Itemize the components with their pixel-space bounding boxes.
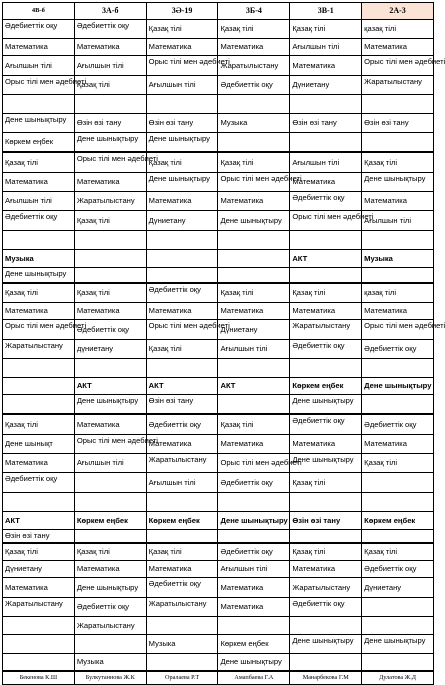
lesson-cell: Дүниетану [218,320,290,340]
lesson-cell: Математика [362,435,434,454]
lesson-cell [146,617,218,635]
class-header-cell: 3В-1 [290,3,362,20]
teacher-name: Манарбекова Г.М [290,671,362,685]
lesson-cell: Математика [218,39,290,56]
lesson-cell: Орыс тілі мен әдебиеті [218,173,290,192]
teacher-name: Амапбаева Г.А [218,671,290,685]
lesson-cell [218,133,290,153]
schedule-row [3,95,434,114]
lesson-cell: Дене шынықт [3,435,75,454]
schedule-row [3,512,434,530]
lesson-cell [3,654,75,672]
lesson-cell: Ағылшын тілі [290,152,362,173]
lesson-cell [290,268,362,284]
lesson-cell: Әдебиеттік оқу [146,414,218,435]
lesson-cell: Орыс тілі мен әдебиеті [218,454,290,473]
lesson-cell: Математика [74,303,146,320]
lesson-cell: Математика [3,39,75,56]
lesson-cell: Орыс тілі мен әдебиеті [362,56,434,76]
schedule-row [3,250,434,268]
lesson-cell [218,530,290,544]
lesson-cell: АКТ [3,512,75,530]
lesson-cell [146,268,218,284]
lesson-cell: Әдебиеттік оқу [74,20,146,39]
lesson-cell: Әдебиеттік оқу [74,320,146,340]
lesson-cell: Математика [74,561,146,578]
lesson-cell: Математика [290,303,362,320]
lesson-cell [362,95,434,114]
lesson-cell: Дене шынықтыру [362,378,434,395]
lesson-cell: Қазақ тілі [3,283,75,303]
lesson-cell [3,231,75,250]
lesson-cell [290,530,362,544]
schedule-row [3,530,434,544]
schedule-row [3,493,434,512]
lesson-cell: Жаратылыстану [290,578,362,598]
lesson-cell: Көркем еңбек [218,635,290,654]
lesson-cell: Музыка [146,635,218,654]
lesson-cell [218,395,290,415]
lesson-cell: Әдебиеттік оқу [74,598,146,617]
lesson-cell: Орыс тілі мен әдебиеті [3,320,75,340]
lesson-cell [3,493,75,512]
class-header-cell: 4В-б [3,3,75,20]
schedule-body [3,20,445,685]
lesson-cell [146,530,218,544]
lesson-cell: Қазақ тілі [3,543,75,561]
lesson-cell: Өзін өзі тану [3,530,75,544]
lesson-cell [74,473,146,493]
lesson-cell: Жаратылыстану [290,320,362,340]
lesson-cell [290,95,362,114]
lesson-cell [146,359,218,378]
schedule-row [3,561,434,578]
lesson-cell: Дене шынықтыру [290,395,362,415]
lesson-cell [3,359,75,378]
lesson-cell [74,250,146,268]
lesson-cell: Жаратылыстану [146,454,218,473]
lesson-cell: Орыс тілі мен әдебиеті [74,152,146,173]
lesson-cell: Математика [3,173,75,192]
lesson-cell: Әдебиеттік оқу [3,211,75,231]
lesson-cell: Математика [146,435,218,454]
lesson-cell: Орыс тілі мен әдебиеті [146,56,218,76]
lesson-cell: Ағылшын тілі [146,76,218,95]
lesson-cell: Математика [146,39,218,56]
lesson-cell: Дене шынықтыру [362,173,434,192]
lesson-cell: Жаратылыстану [74,617,146,635]
lesson-cell: Математика [3,454,75,473]
lesson-cell [362,530,434,544]
teacher-name: Дулатова Ж.Д [362,671,434,685]
lesson-cell [362,493,434,512]
lesson-cell: Әдебиеттік оқу [218,543,290,561]
lesson-cell: АКТ [146,378,218,395]
schedule-row [3,635,434,654]
schedule-row [3,56,434,76]
lesson-cell [218,268,290,284]
lesson-cell [74,635,146,654]
lesson-cell: Көркем еңбек [290,378,362,395]
lesson-cell [3,95,75,114]
lesson-cell: Музыка [3,250,75,268]
lesson-cell [3,617,75,635]
lesson-cell: Ағылшын тілі [146,473,218,493]
schedule-row [3,598,434,617]
schedule-row [3,39,434,56]
lesson-cell: Қазақ тілі [362,152,434,173]
lesson-cell [290,359,362,378]
lesson-cell [290,133,362,153]
lesson-cell: Әдебиеттік оқу [146,578,218,598]
lesson-cell: Математика [218,192,290,211]
lesson-cell [74,231,146,250]
lesson-cell [290,617,362,635]
class-header-cell: 3Ә-19 [146,3,218,20]
lesson-cell [146,250,218,268]
lesson-cell: Өзін өзі тану [146,114,218,133]
lesson-cell: Әдебиеттік оқу [362,561,434,578]
lesson-cell: дүниетану [74,340,146,359]
schedule-row [3,231,434,250]
lesson-cell [362,395,434,415]
lesson-cell: Жаратылыстану [146,598,218,617]
lesson-cell [218,231,290,250]
lesson-cell: Өзін өзі тану [146,395,218,415]
lesson-cell: Математика [362,192,434,211]
lesson-cell: Қазақ тілі [218,152,290,173]
lesson-cell [74,493,146,512]
schedule-row [3,654,434,672]
lesson-cell: Дене шынықтыру [218,512,290,530]
lesson-cell [218,493,290,512]
lesson-cell: Музыка [74,654,146,672]
lesson-cell: Әдебиеттік оқу [290,414,362,435]
lesson-cell: Математика [74,173,146,192]
lesson-cell: Ағылшын тілі [74,56,146,76]
lesson-cell: Қазақ тілі [218,283,290,303]
lesson-cell [362,268,434,284]
lesson-cell: Дене шынықтыру [290,454,362,473]
lesson-cell: Математика [362,39,434,56]
lesson-cell: Дене шынықтыру [74,395,146,415]
lesson-cell [362,359,434,378]
lesson-cell: Қазақ тілі [146,20,218,39]
lesson-cell: Дене шынықтыру [290,635,362,654]
lesson-cell: Дүниетану [146,211,218,231]
lesson-cell: Математика [290,173,362,192]
lesson-cell [146,231,218,250]
lesson-cell: Дене шынықтыру [218,211,290,231]
lesson-cell: Музыка [362,250,434,268]
schedule-row [3,20,434,39]
lesson-cell: Әдебиеттік оқу [290,598,362,617]
lesson-cell: Ағылшын тілі [3,56,75,76]
lesson-cell: Математика [146,192,218,211]
lesson-cell: Қазақ тілі [290,283,362,303]
lesson-cell: Көркем еңбек [74,512,146,530]
lesson-cell: Дене шынықтыру [3,268,75,284]
schedule-row [3,133,434,153]
schedule-row [3,414,434,435]
class-header-cell: 3Б-4 [218,3,290,20]
lesson-cell: Көркем еңбек [362,512,434,530]
schedule-row [3,359,434,378]
teacher-name: Оралаева Р.Т [146,671,218,685]
schedule-row [3,395,434,415]
lesson-cell: Музыка [218,114,290,133]
lesson-cell: Әдебиеттік оқу [362,340,434,359]
schedule-row [3,114,434,133]
lesson-cell: Қазақ тілі [218,414,290,435]
lesson-cell: Қазақ тілі [146,152,218,173]
lesson-cell: Ағылшын тілі [290,39,362,56]
lesson-cell: Орыс тілі мен әдебиеті [74,435,146,454]
lesson-cell [218,95,290,114]
lesson-cell: Ағылшын тілі [218,340,290,359]
class-header-cell: 3А-б [74,3,146,20]
lesson-cell: Ағылшын тілі [74,454,146,473]
schedule-row [3,578,434,598]
lesson-cell [218,359,290,378]
schedule-row [3,303,434,320]
lesson-cell: Математика [218,435,290,454]
lesson-cell [362,133,434,153]
lesson-cell: Әдебиеттік оқу [290,192,362,211]
schedule-row [3,617,434,635]
schedule-row [3,543,434,561]
lesson-cell: Математика [74,39,146,56]
schedule-row [3,173,434,192]
class-header-row [3,3,434,20]
schedule-row [3,152,434,173]
schedule-row [3,211,434,231]
lesson-cell: Қазақ тілі [290,20,362,39]
lesson-cell: Әдебиеттік оқу [3,20,75,39]
lesson-cell: Әдебиеттік оқу [362,414,434,435]
lesson-cell: Дүниетану [290,76,362,95]
lesson-cell: Дене шынықтыру [218,654,290,672]
lesson-cell [362,617,434,635]
lesson-cell: Қазақ тілі [74,283,146,303]
schedule-row [3,283,434,303]
lesson-cell: Математика [218,578,290,598]
lesson-cell: Дене шынықтыру [146,173,218,192]
lesson-cell: Орыс тілі мен әдебиеті [146,320,218,340]
lesson-cell: Дене шынықтыру [74,133,146,153]
schedule-row [3,454,434,473]
lesson-cell: Математика [290,435,362,454]
lesson-cell: қазақ тілі [362,20,434,39]
lesson-cell [362,231,434,250]
lesson-cell: Қазақ тілі [362,543,434,561]
lesson-cell [3,395,75,415]
lesson-cell [362,473,434,493]
lesson-cell: Әдебиеттік оқу [290,340,362,359]
teacher-name: Булкутаннова Ж.К [74,671,146,685]
lesson-cell [74,359,146,378]
lesson-cell: Қазақ тілі [362,454,434,473]
schedule-row [3,76,434,95]
lesson-cell: Дене шынықтыру [146,133,218,153]
lesson-cell: Жаратылыстану [362,76,434,95]
lesson-cell: Қазақ тілі [146,340,218,359]
lesson-cell: Ағылшын тілі [3,192,75,211]
lesson-cell: Қазақ тілі [146,543,218,561]
lesson-cell [74,530,146,544]
lesson-cell: Қазақ тілі [3,414,75,435]
schedule-row [3,473,434,493]
lesson-cell: Әдебиеттік оқу [3,473,75,493]
lesson-cell: Математика [3,303,75,320]
teacher-row [3,671,434,685]
lesson-cell: Әдебиеттік оқу [218,76,290,95]
lesson-cell [146,493,218,512]
lesson-cell: Әдебиеттік оқу [218,473,290,493]
teacher-name: Бекенова К.Ш [3,671,75,685]
lesson-cell: Қазақ тілі [74,76,146,95]
lesson-cell: Қазақ тілі [290,473,362,493]
schedule-row [3,378,434,395]
lesson-cell: Жаратылыстану [74,192,146,211]
lesson-cell: Математика [74,414,146,435]
lesson-cell [290,231,362,250]
schedule-row [3,340,434,359]
lesson-cell: Қазақ тілі [3,152,75,173]
lesson-cell: Ағылшын тілі [362,211,434,231]
lesson-cell [362,654,434,672]
schedule-row [3,435,434,454]
lesson-cell: АКТ [74,378,146,395]
lesson-cell: Математика [290,56,362,76]
lesson-cell: Жаратылыстану [3,598,75,617]
lesson-cell: Өзін өзі тану [74,114,146,133]
class-header-cell: 2А-3 [362,3,434,20]
lesson-cell: Дене шынықтыру [362,635,434,654]
lesson-cell [290,493,362,512]
lesson-cell: Математика [3,578,75,598]
lesson-cell [218,250,290,268]
lesson-cell: Орыс тілі мен әдебиеті [290,211,362,231]
lesson-cell: Қазақ тілі [290,543,362,561]
lesson-cell [362,598,434,617]
schedule-row [3,192,434,211]
lesson-cell: Өзін өзі тану [290,512,362,530]
lesson-cell: Жаратылыстану [3,340,75,359]
lesson-cell: Өзін өзі тану [290,114,362,133]
lesson-cell: Көркем еңбек [3,133,75,153]
lesson-cell: Дүниетану [362,578,434,598]
schedule-row [3,268,434,284]
lesson-cell [146,654,218,672]
lesson-cell [74,268,146,284]
schedule-row [3,320,434,340]
lesson-cell: Орыс тілі мен әдебиеті [362,320,434,340]
lesson-cell: Дене шынықтыру [3,114,75,133]
lesson-cell: Қазақ тілі [218,20,290,39]
lesson-cell: Көркем еңбек [146,512,218,530]
lesson-cell: АКТ [218,378,290,395]
lesson-cell [218,617,290,635]
lesson-cell: қазақ тілі [362,283,434,303]
lesson-cell [3,378,75,395]
lesson-cell [3,635,75,654]
lesson-cell: Өзін өзі тану [362,114,434,133]
lesson-cell: Қазақ тілі [74,543,146,561]
lesson-cell: Әдебиеттік оқу [146,283,218,303]
lesson-cell: Математика [218,303,290,320]
lesson-cell: Математика [218,598,290,617]
lesson-cell: Математика [290,561,362,578]
lesson-cell [146,95,218,114]
lesson-cell: Дене шынықтыру [74,578,146,598]
lesson-cell: Жаратылыстану [218,56,290,76]
lesson-cell [74,95,146,114]
lesson-cell: Қазақ тілі [74,211,146,231]
lesson-cell: Математика [146,561,218,578]
lesson-cell: Математика [362,303,434,320]
lesson-cell: Математика [146,303,218,320]
schedule-table [2,2,445,685]
lesson-cell: Ағылшын тілі [218,561,290,578]
lesson-cell: АКТ [290,250,362,268]
lesson-cell: Дүниетану [3,561,75,578]
lesson-cell: Орыс тілі мен әдебиеті [3,76,75,95]
lesson-cell [290,654,362,672]
